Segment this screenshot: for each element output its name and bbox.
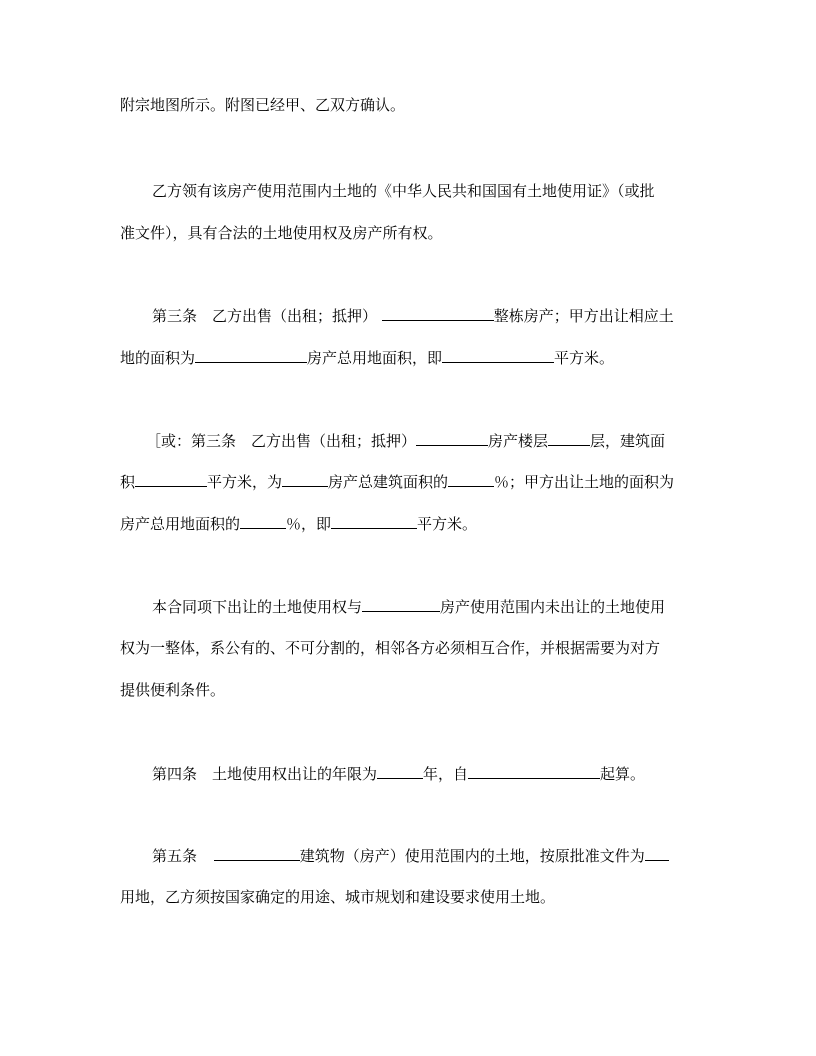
text: 层，建筑面 bbox=[590, 432, 666, 450]
text: 平方米，为 bbox=[207, 473, 283, 491]
text: 提供便利条件。 bbox=[120, 681, 226, 699]
fill-blank[interactable] bbox=[382, 305, 494, 321]
paragraph-5-line-1 bbox=[152, 596, 732, 617]
text: 房产总建筑面积的 bbox=[328, 473, 449, 491]
text: ％，即 bbox=[286, 515, 332, 533]
text: 房产楼层 bbox=[488, 432, 549, 450]
text: 平方米。 bbox=[417, 515, 478, 533]
text: 积 bbox=[120, 473, 136, 491]
alt-article-3-line-1 bbox=[146, 430, 726, 451]
alt-article-3-line-2 bbox=[120, 471, 700, 492]
fill-blank[interactable] bbox=[282, 471, 328, 487]
text: 年，自 bbox=[423, 765, 469, 783]
text: 乙方领有该房产使用范围内土地的《中华人民共和国国有土地使用证》（或批 bbox=[152, 182, 655, 200]
text: 第三条 乙方出售（出租；抵押） bbox=[152, 307, 378, 325]
text: 附宗地图所示。附图已经甲、乙双方确认。 bbox=[120, 96, 406, 114]
article-4-line-1 bbox=[152, 763, 732, 784]
text: 平方米。 bbox=[554, 349, 615, 367]
text: 房产使用范围内未出让的土地使用 bbox=[440, 598, 666, 616]
text: 整栋房产；甲方出让相应土 bbox=[493, 307, 674, 325]
fill-blank[interactable] bbox=[331, 513, 417, 529]
fill-blank[interactable] bbox=[548, 430, 590, 446]
fill-blank[interactable] bbox=[468, 763, 600, 779]
text: 准文件），具有合法的土地使用权及房产所有权。 bbox=[120, 224, 443, 242]
text: 第四条 土地使用权出让的年限为 bbox=[152, 765, 378, 783]
article-5-line-1 bbox=[152, 845, 732, 866]
text: 房产总用地面积的 bbox=[120, 515, 241, 533]
text: 起算。 bbox=[600, 765, 646, 783]
text: 用地，乙方须按国家确定的用途、城市规划和建设要求使用土地。 bbox=[120, 888, 556, 906]
text: 权为一整体，系公有的、不可分割的，相邻各方必须相互合作，并根据需要为对方 bbox=[120, 639, 661, 657]
fill-blank[interactable] bbox=[240, 513, 286, 529]
fill-blank[interactable] bbox=[214, 845, 300, 861]
fill-blank[interactable] bbox=[195, 347, 307, 363]
fill-blank[interactable] bbox=[442, 347, 554, 363]
text: 房产总用地面积，即 bbox=[307, 349, 443, 367]
text: ％；甲方出让土地的面积为 bbox=[494, 473, 675, 491]
article-3-line-2 bbox=[120, 347, 700, 368]
paragraph-5-line-2 bbox=[120, 638, 700, 658]
paragraph-2-line-1 bbox=[152, 181, 732, 201]
paragraph-5-line-3 bbox=[120, 680, 700, 700]
fill-blank[interactable] bbox=[135, 471, 207, 487]
article-5-line-2 bbox=[120, 887, 700, 907]
paragraph-2-line-2 bbox=[120, 223, 700, 243]
fill-blank[interactable] bbox=[377, 763, 423, 779]
fill-blank[interactable] bbox=[645, 845, 669, 861]
text: ［或：第三条 乙方出售（出租；抵押） bbox=[146, 432, 417, 450]
article-3-line-1 bbox=[152, 305, 732, 326]
text: 建筑物（房产）使用范围内的土地，按原批准文件为 bbox=[299, 847, 645, 865]
text: 本合同项下出让的土地使用权与 bbox=[152, 598, 363, 616]
fill-blank[interactable] bbox=[448, 471, 494, 487]
alt-article-3-line-3 bbox=[120, 513, 700, 534]
fill-blank[interactable] bbox=[416, 430, 488, 446]
text: 第五条 bbox=[152, 847, 198, 865]
text: 地的面积为 bbox=[120, 349, 196, 367]
fill-blank[interactable] bbox=[362, 596, 440, 612]
paragraph-1-line-1 bbox=[120, 95, 700, 115]
